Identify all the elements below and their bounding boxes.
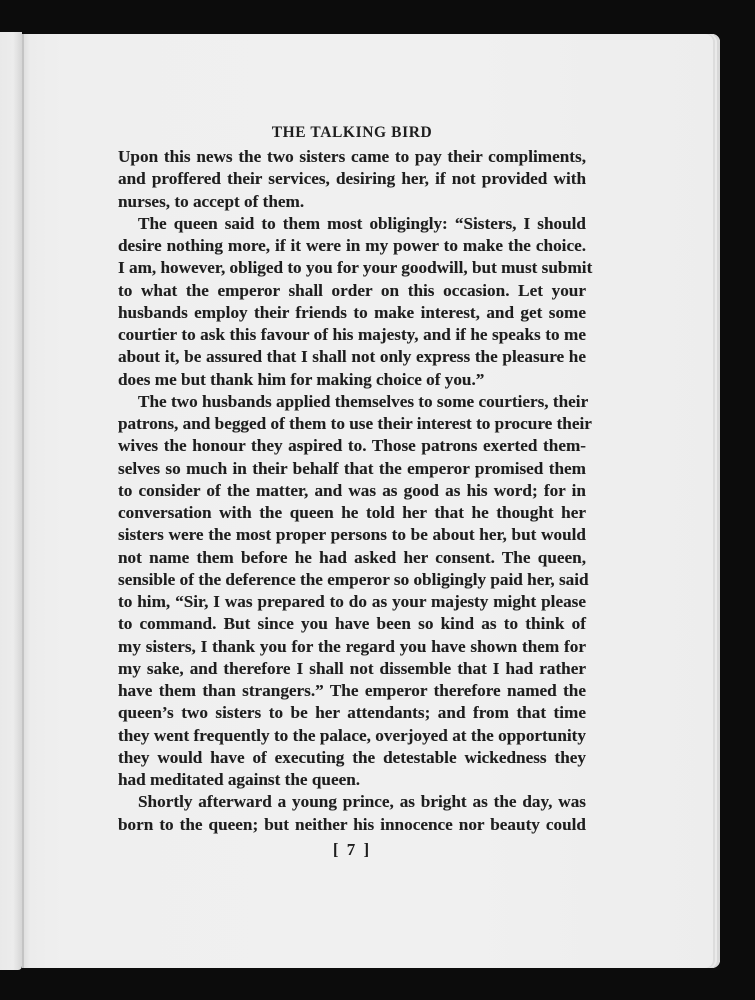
page-number: [ 7 ]: [332, 839, 372, 859]
paragraph: [118, 391, 592, 792]
text-line: The two husbands applied themselves to some courtiers, their: [138, 391, 589, 411]
facing-page-edge: [0, 32, 22, 970]
text-line: courtier to ask this favour of his majesty, and if he speaks to me: [118, 325, 586, 344]
text-line: Shortly afterward a young prince, as bright as the day, was: [138, 792, 586, 812]
text-line: The queen said to them most obligingly: “Sisters, I should: [138, 213, 586, 233]
text-line: not name them before he had asked her consent. The queen,: [118, 547, 586, 567]
text-line: sisters were the most proper persons to be about her, but would: [118, 525, 586, 545]
text-line: born to the queen; but neither his innocence nor beauty could: [118, 814, 586, 834]
text-line: had meditated against the queen.: [118, 770, 361, 789]
text-line: and proffered their services, desiring her, if not provided with: [118, 169, 586, 189]
body-text: [118, 146, 593, 836]
text-line: desire nothing more, if it were in my power to make the choice.: [118, 236, 586, 255]
text-line: patrons, and begged of them to use their interest to procure their: [118, 414, 592, 433]
text-line: queen’s two sisters to be her attendants; and from that time: [118, 703, 586, 723]
text-line: Upon this news the two sisters came to pay their compliments,: [118, 147, 586, 166]
text-line: they went frequently to the palace, overjoyed at the opportunity: [118, 725, 586, 745]
paragraph: [118, 146, 586, 213]
text-line: nurses, to accept of them.: [118, 191, 305, 211]
text-line: to command. But since you have been so kind as to think of: [118, 614, 586, 634]
text-line: sensible of the deference the emperor so obligingly paid her, said: [118, 569, 589, 589]
text-line: to consider of the matter, and was as good as his word; for in: [118, 480, 586, 500]
page-text-block: [118, 120, 593, 862]
text-line: to him, “Sir, I was prepared to do as your majesty might please: [118, 592, 586, 611]
running-head: THE TALKING BIRD: [271, 124, 433, 141]
text-line: my sisters, I thank you for the regard you have shown them for: [118, 636, 586, 656]
page-gutter: [22, 34, 24, 968]
text-line: about it, be assured that I shall not only express the pleasure he: [118, 347, 586, 367]
text-line: I am, however, obliged to you for your goodwill, but must submit: [118, 258, 593, 278]
text-line: to what the emperor shall order on this occasion. Let your: [118, 280, 586, 300]
paragraph: [118, 791, 586, 836]
text-line: have them than strangers.” The emperor therefore named the: [118, 681, 586, 700]
text-line: they would have of executing the detestable wickedness they: [118, 747, 586, 767]
text-line: my sake, and therefore I shall not dissemble that I had rather: [118, 658, 586, 678]
text-line: husbands employ their friends to make interest, and get some: [118, 302, 586, 322]
text-line: conversation with the queen he told her that he thought her: [118, 503, 586, 522]
text-line: selves so much in their behalf that the emperor promised them: [118, 458, 586, 478]
text-line: does me but thank him for making choice of you.”: [118, 369, 485, 389]
text-line: wives the honour they aspired to. Those patrons exerted them-: [118, 436, 586, 456]
paragraph: [118, 213, 593, 391]
